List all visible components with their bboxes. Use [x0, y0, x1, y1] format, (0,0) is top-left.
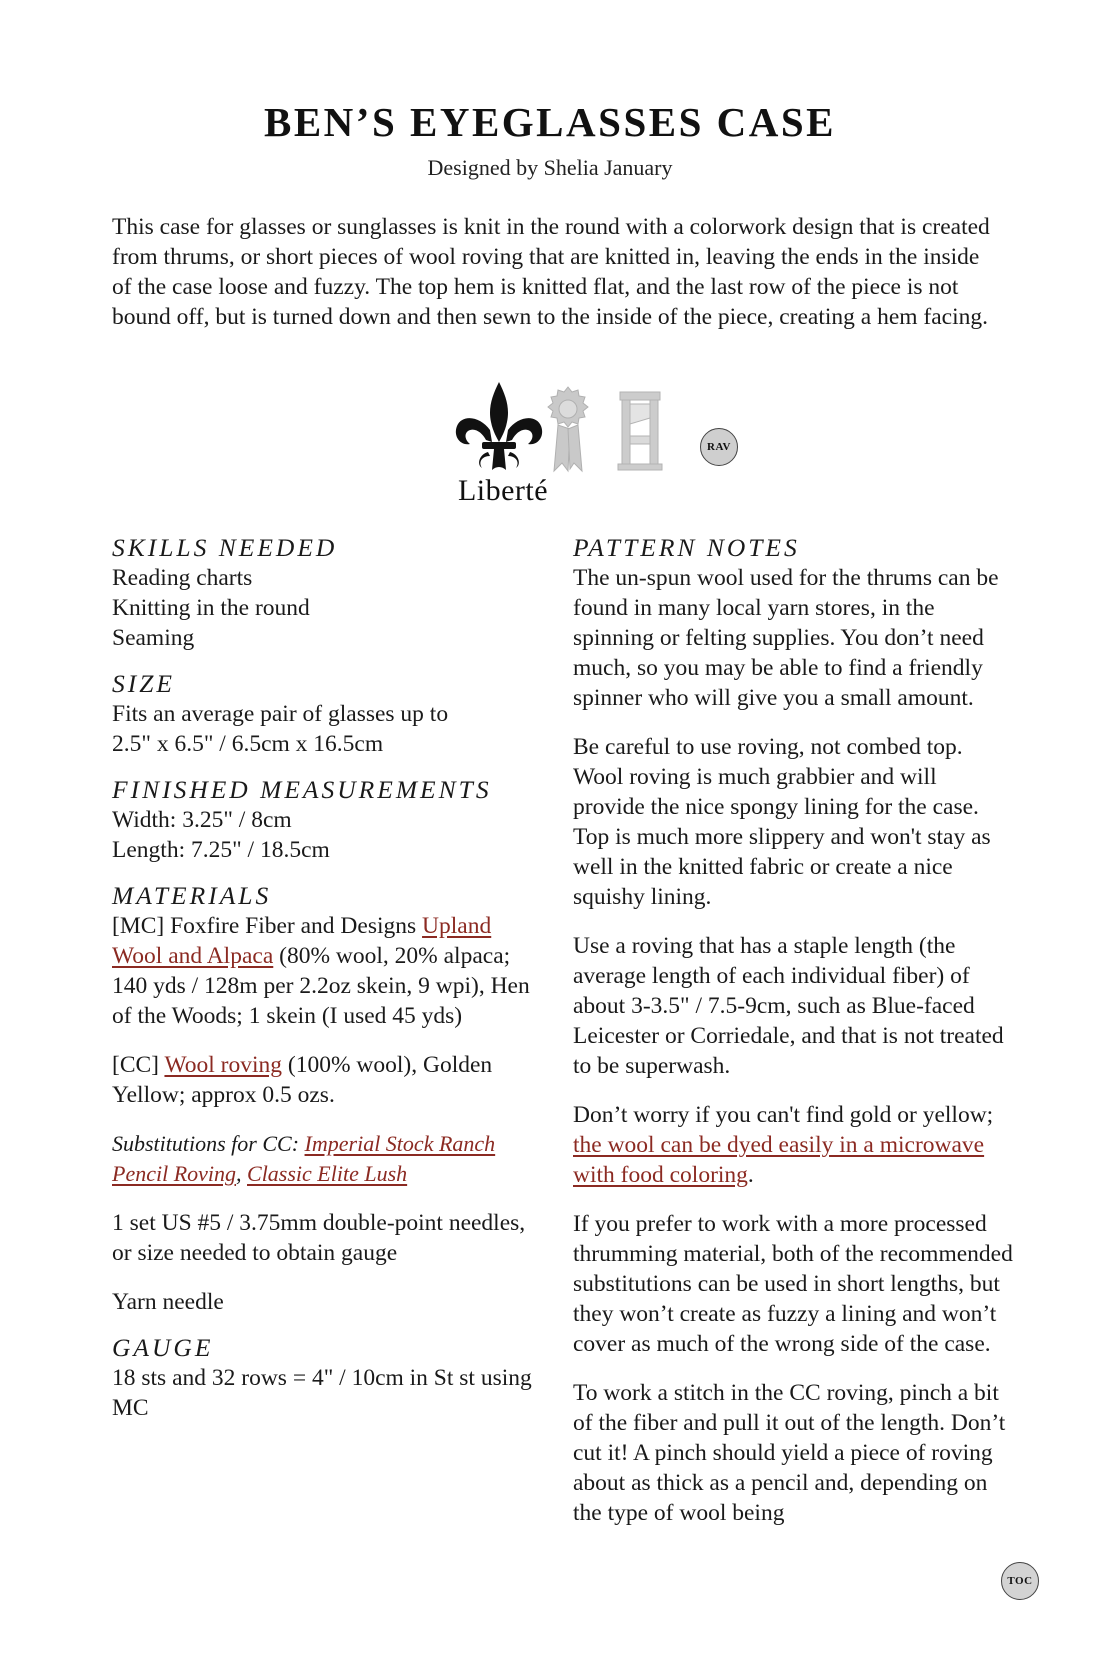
gauge-text: 18 sts and 32 rows = 4" / 10cm in St st using MC: [112, 1365, 532, 1421]
notes-paragraph: Use a roving that has a staple length (the average length of each individual fiber) of about 3-3.5" / 7.5-9cm, such as Blue-faced Leicester or Corriedale, and that is not treated to be superwash.: [573, 933, 1004, 1079]
finished-width: Width: 3.25" / 8cm: [112, 807, 292, 833]
guillotine-icon: [616, 390, 664, 472]
size-text: Fits an average pair of glasses up to: [112, 701, 449, 727]
wool-roving-link[interactable]: Wool roving: [164, 1052, 283, 1078]
imperial-stock-ranch-link[interactable]: Imperial Stock Ranch Pencil Roving: [112, 1131, 496, 1186]
designer-byline: Designed by Shelia January: [427, 155, 673, 180]
skill-item: Seaming: [112, 625, 195, 651]
intro-paragraph: This case for glasses or sunglasses is knit in the round with a colorwork design that is created from thrums, or short pieces of wool roving that are knitted in, leaving the ends in the inside of the case loose and fuzzy. The top hem is knitted flat, and the last row of the piece is not bound off, but is turned down and then sewn to the inside of the piece, creating a hem facing.: [112, 214, 990, 330]
notes-paragraph: Don’t worry if you can't find gold or yellow; the wool can be dyed easily in a microwave with food coloring.: [573, 1102, 994, 1188]
size-heading: SIZE: [112, 669, 175, 698]
award-rosette-icon: [544, 385, 592, 473]
right-column: [573, 533, 1013, 1528]
notes-paragraph: To work a stitch in the CC roving, pinch a bit of the fiber and pull it out of the length. Don’t cut it! A pinch should yield a piece of roving about as thick as a pencil and, depending on the type of wool being: [573, 1380, 1006, 1526]
skill-item: Knitting in the round: [112, 595, 310, 621]
dye-wool-link[interactable]: the wool can be dyed easily in a microwave with food coloring: [573, 1132, 985, 1188]
finished-measurements-heading: FINISHED MEASUREMENTS: [112, 775, 492, 804]
substitutions-note: Substitutions for CC: Imperial Stock Ranch Pencil Roving, Classic Elite Lush: [112, 1131, 496, 1186]
size-dimensions: 2.5" x 6.5" / 6.5cm x 16.5cm: [112, 731, 384, 757]
left-column: [112, 533, 532, 1423]
upland-wool-link[interactable]: Upland Wool and Alpaca: [112, 913, 492, 969]
gauge-heading: GAUGE: [112, 1333, 214, 1362]
page-title: BEN’S EYEGLASSES CASE: [263, 99, 837, 145]
pattern-notes-heading: PATTERN NOTES: [573, 533, 800, 562]
materials-cc: [CC] Wool roving (100% wool), Golden Yellow; approx 0.5 ozs.: [112, 1052, 493, 1108]
liberte-label: Liberté: [457, 474, 549, 507]
notes-paragraph: The un-spun wool used for the thrums can be found in many local yarn stores, in the spinning or felting supplies. You don’t need much, so you may be able to find a friendly spinner who will give you a small amount.: [573, 565, 999, 711]
classic-elite-lush-link[interactable]: Classic Elite Lush: [247, 1161, 408, 1186]
materials-heading: MATERIALS: [112, 881, 272, 910]
toc-button[interactable]: TOC: [1001, 1562, 1039, 1600]
notes-paragraph: If you prefer to work with a more processed thrumming material, both of the recommended substitutions can be used in short lengths, but they won’t create as fuzzy a lining and won’t cover as much of the wrong side of the case.: [573, 1211, 1013, 1357]
skills-heading: SKILLS NEEDED: [112, 533, 338, 562]
ravelry-badge-button[interactable]: RAV: [700, 428, 738, 466]
skill-item: Reading charts: [112, 565, 253, 591]
notes-paragraph: Be careful to use roving, not combed top. Wool roving is much grabbier and will provide the nice spongy lining for the case. Top is much more slippery and won't stay as well in the knitted fabric or create a nice squishy lining.: [573, 734, 991, 910]
fleur-de-lis-icon: [452, 380, 546, 486]
needles-text: 1 set US #5 / 3.75mm double-point needles, or size needed to obtain gauge: [112, 1210, 526, 1266]
yarn-needle-text: Yarn needle: [112, 1289, 224, 1315]
materials-mc: [MC] Foxfire Fiber and Designs Upland Wool and Alpaca (80% wool, 20% alpaca; 140 yds / 128m per 2.2oz skein, 9 wpi), Hen of the Woods; 1 skein (I used 45 yds): [112, 913, 530, 1029]
finished-length: Length: 7.25" / 18.5cm: [112, 837, 330, 863]
